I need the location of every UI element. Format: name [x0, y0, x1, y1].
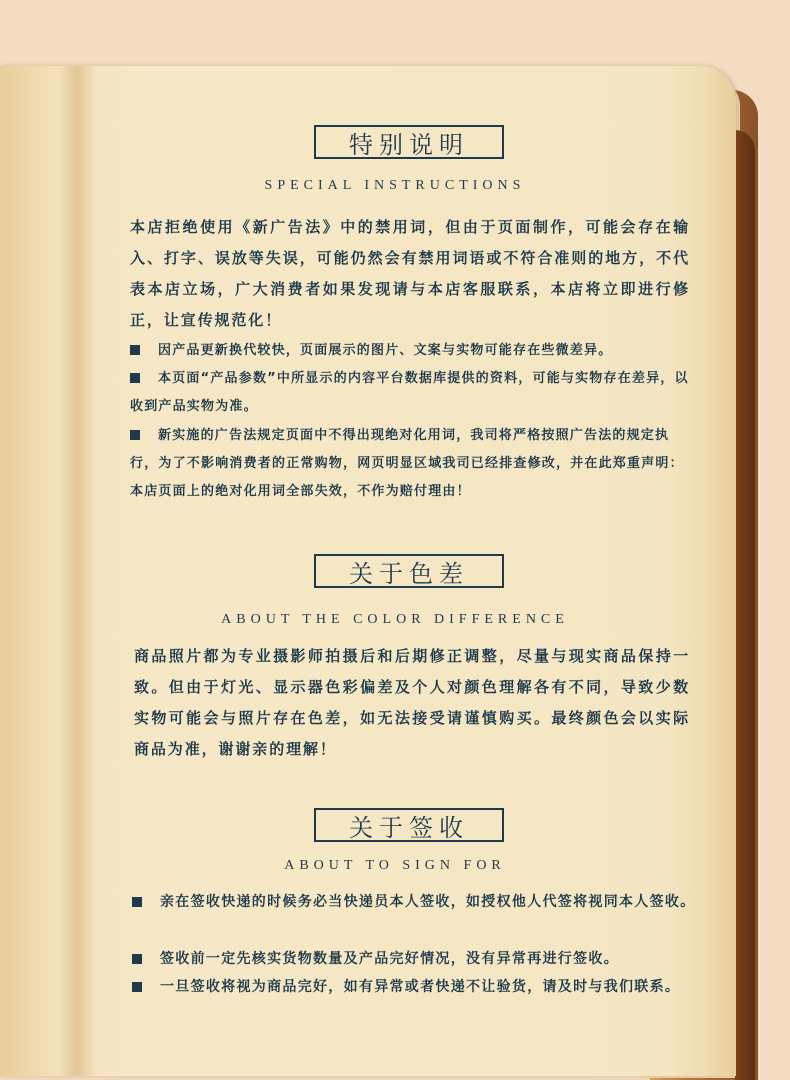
special-instructions-title: 特别说明 — [314, 125, 504, 159]
special-instructions-subtitle: SPECIAL INSTRUCTIONS — [264, 178, 526, 193]
bullet-square-icon — [130, 345, 140, 355]
special-bullet-1: 因产品更新换代较快，页面展示的图片、文案与实物可能存在些微差异。 — [130, 337, 690, 365]
color-difference-subtitle: ABOUT THE COLOR DIFFERENCE — [221, 612, 569, 627]
book-cover-edge — [735, 130, 755, 1080]
bullet-square-icon — [130, 373, 140, 383]
sign-bullet-2: 签收前一定先核实货物数量及产品完好情况，没有异常再进行签收。 — [132, 945, 698, 974]
sign-for-title: 关于签收 — [314, 808, 504, 842]
bullet-square-icon — [130, 430, 140, 440]
book-spine-shadow — [58, 66, 96, 1076]
color-difference-title: 关于色差 — [314, 554, 504, 588]
special-bullet-2: 本页面“产品参数”中所显示的内容平台数据库提供的资料，可能与实物存在差异，以收到产品实物为准。 — [130, 371, 689, 414]
bullet-square-icon — [132, 954, 142, 964]
bullet-square-icon — [132, 897, 142, 907]
color-difference-paragraph: 商品照片都为专业摄影师拍摄后和后期修正调整，尽量与现实商品保持一致。但由于灯光、显示器色彩偏差及个人对颜色理解各有不同，导致少数实物可能会与照片存在色差，如无法接受请谨慎购买。最终颜色会以实际商品为准，谢谢亲的理解！ — [134, 647, 690, 758]
bullet-square-icon — [132, 982, 142, 992]
sign-bullet-3: 一旦签收将视为商品完好，如有异常或者快递不让验货，请及时与我们联系。 — [132, 973, 698, 1002]
sign-for-subtitle: ABOUT TO SIGN FOR — [284, 858, 506, 873]
special-instructions-paragraph: 本店拒绝使用《新广告法》中的禁用词，但由于页面制作，可能会存在输入、打字、误放等失误，可能仍然会有禁用词语或不符合准则的地方，不代表本店立场，广大消费者如果发现请与本店客服联系，本店将立即进行修正，让宣传规范化！ — [130, 218, 690, 329]
sign-bullet-1: 亲在签收快递的时候务必当快递员本人签收，如授权他人代签将视同本人签收。 — [132, 888, 698, 917]
special-bullet-3: 新实施的广告法规定页面中不得出现绝对化用词，我司将严格按照广告法的规定执行，为了不影响消费者的正常购物，网页明显区域我司已经排查修改，并在此郑重声明：本店页面上的绝对化用词全部失效，不作为赔付理由！ — [130, 428, 684, 499]
